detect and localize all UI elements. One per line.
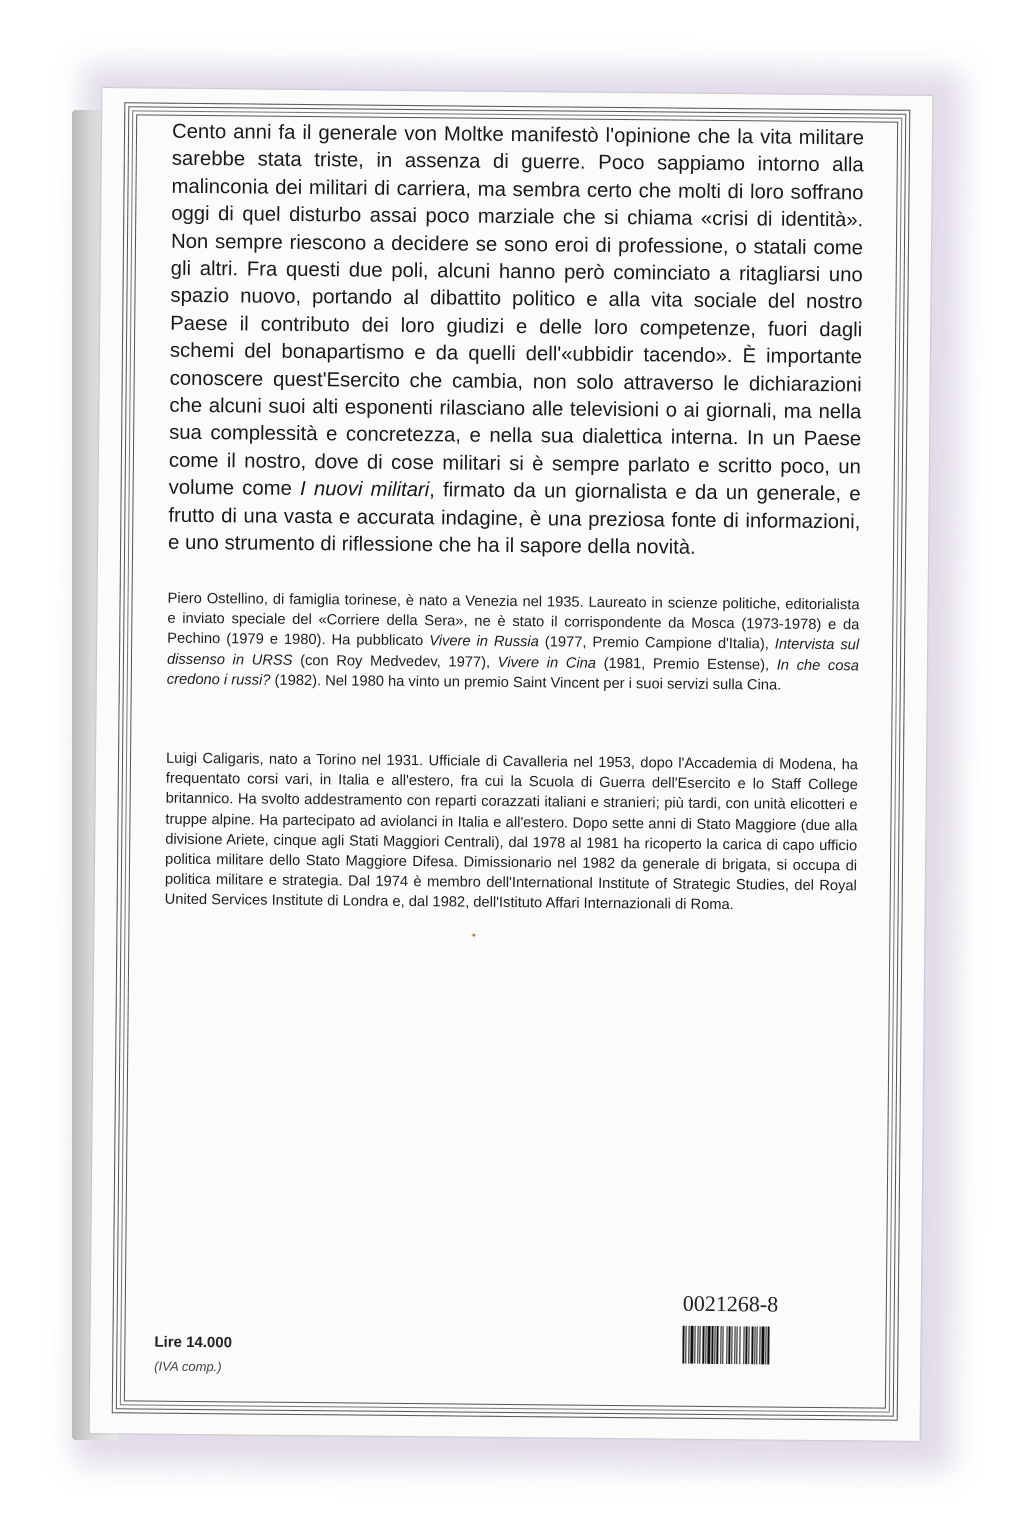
bio-text: (1977, Premio Campione d'Italia), — [538, 634, 775, 653]
barcode-bar — [748, 1326, 749, 1364]
barcode-bar — [722, 1326, 723, 1364]
author-bio-caligaris: Luigi Caligaris, nato a Torino nel 1931. Ufficiale di Cavalleria nel 1953, dopo l'Accademia di Modena, ha frequentato corsi vari, in Italia e all'estero, fra cui la Scuola di Guerra dell'Esercito e lo Staff College britannico. Ha svolto addestramento con reparti corazzati italiani e stranieri; più tardi, con unità elicotteri e truppe alpine. Ha partecipato ad aviolanci in Italia e all'estero. Dopo sette anni di Stato Maggiore (due alla divisione Ariete, cinque agli Stati Maggiori Centrali), dal 1978 al 1981 ha ricoperto la carica di capo ufficio politica militare dello Stato Maggiore Difesa. Dimissionario nel 1982 da generale di brigata, si occupa di politica militare e strategia. Dal 1974 è membro dell'International Institute of Strategic Studies, del Royal United Services Institute di Londra e, dal 1982, dell'Istituto Affari Internazionali di Roma. — [164, 750, 859, 914]
author-bio-ostellino — [167, 589, 860, 697]
barcode-bar — [697, 1326, 698, 1364]
bio-text: Piero Ostellino, di famiglia torinese, è nato a Venezia nel 1935. Laureato in scienze politiche, editorialista e inviato speciale del «Corriere della Sera», ne è stato il corrispondente da Mosca (1973-1978) e da Pechino (1979 e 1980). Ha pubblicato — [167, 590, 860, 650]
barcode-bar — [682, 1326, 684, 1364]
barcode — [682, 1326, 852, 1366]
barcode-bar — [702, 1326, 704, 1364]
bio-work-title: Vivere in Russia — [429, 633, 539, 651]
barcode-bar — [699, 1326, 700, 1364]
barcode-bar — [716, 1326, 718, 1364]
barcode-bar — [714, 1326, 715, 1364]
barcode-bar — [765, 1326, 766, 1364]
barcode-bar — [736, 1326, 737, 1364]
blurb-text-end: , firmato da un giornalista e da un generale, e frutto di una vasta e accurata indagine, è una preziosa fonte di informazioni, e uno strumento di riflessione che ha il sapore della novità. — [168, 479, 861, 559]
barcode-bar — [728, 1326, 730, 1364]
barcode-bar — [720, 1326, 721, 1364]
blurb-book-title: I nuovi militari — [299, 478, 430, 502]
bio-text: (con Roy Medvedev, 1977), — [292, 652, 498, 671]
blurb-text-start: Cento anni fa il generale von Moltke manifestò l'opinione che la vita militare sarebbe stata triste, in assenza di guerre. Poco sappiamo intorno alla malinconia dei militari di carriera, ma sembra certo che molti di loro soffrano oggi di quel disturbo assai poco marziale che si chiama «crisi di identità». Non sempre riescono a decidere se sono eroi di professione, o statali come gli altri. Fra questi due poli, alcuni hanno però cominciato a ritagliarsi uno spazio nuovo, portando al dibattito politico e alla vita sociale del nostro Paese il contributo dei loro giudizi e delle loro competenze, fuori dagli schemi del bonapartismo e da quelli dell'«ubbidir tacendo». È importante conoscere quest'Esercito che cambia, non solo attraverso le dichiarazioni che alcuni suoi alti esponenti rilasciano alle televisioni o ai giornali, ma nella sua complessità e concretezza, e nella sua dialettica interna. In un Paese come il nostro, dove di cose militari si è sempre parlato e scritto poco, un volume come — [168, 120, 865, 501]
barcode-bar — [739, 1326, 740, 1364]
barcode-bar — [711, 1326, 713, 1364]
barcode-bar — [745, 1326, 747, 1364]
barcode-bar — [705, 1326, 706, 1364]
barcode-bar — [726, 1326, 727, 1364]
bio-text: (1982). Nel 1980 ha vinto un premio Saint Vincent per i suoi servizi sulla Cina. — [270, 672, 782, 694]
barcode-bar — [743, 1326, 744, 1364]
blurb-paragraph — [168, 119, 864, 564]
barcode-bar — [761, 1326, 764, 1364]
bio-work-title: In che cosa credono i russi? — [166, 657, 860, 689]
barcode-bar — [688, 1326, 689, 1364]
barcode-bar — [759, 1326, 760, 1364]
barcode-bar — [734, 1326, 735, 1364]
barcode-bar — [694, 1326, 695, 1364]
barcode-bar — [756, 1326, 757, 1364]
book-back-cover — [90, 88, 933, 1441]
print-speck — [472, 934, 475, 937]
price-label: Lire 14.000 — [154, 1333, 233, 1352]
barcode-bar — [767, 1326, 769, 1364]
barcode-bar — [731, 1326, 732, 1364]
barcode-bar — [751, 1326, 753, 1364]
barcode-bar — [754, 1326, 755, 1364]
barcode-bar — [690, 1326, 693, 1364]
bio-text: (1981, Premio Estense), — [595, 655, 777, 674]
barcode-bar — [707, 1326, 710, 1364]
barcode-bar — [685, 1326, 686, 1364]
vat-note: (IVA comp.) — [154, 1358, 222, 1375]
bio-work-title: Intervista sul dissenso in URSS — [166, 636, 860, 669]
product-code: 0021268-8 — [682, 1290, 779, 1317]
bio-work-title: Vivere in Cina — [497, 654, 597, 672]
